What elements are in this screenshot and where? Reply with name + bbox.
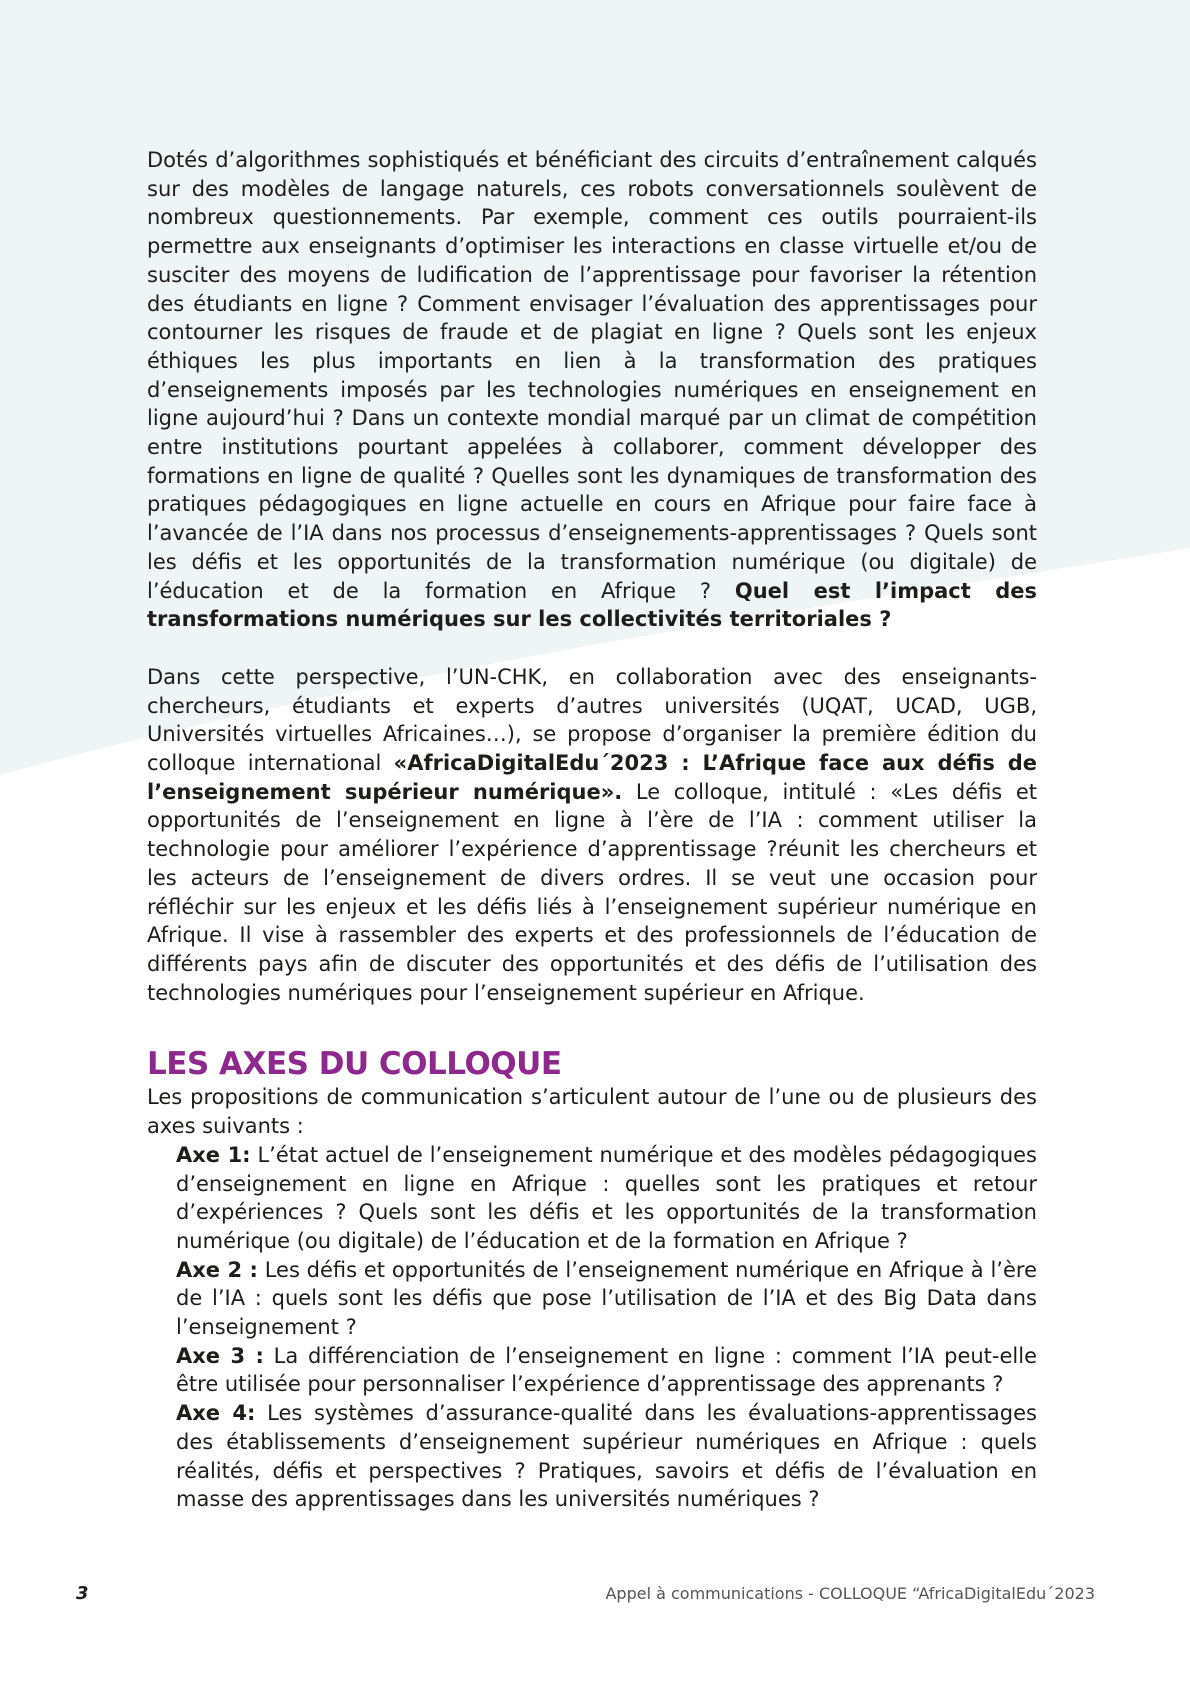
paragraph-perspective: [147, 663, 1037, 1007]
paragraph-perspective-text-b: Le colloque, intitulé : «Les défis et opportunités de l’enseignement en ligne à l’ère de l’IA : comment utiliser la technologie pour améliorer l’expérience d’apprentissage ?réunit les chercheurs et les acteurs de l’enseignement de divers ordres. Il se veut une occasion pour réfléchir sur les enjeux et les défis liés à l’enseignement supérieur numérique en Afrique. Il vise à rassembler des experts et des professionnels de l’éducation de différents pays afin de discuter des opportunités et des défis de l’utilisation des technologies numériques pour l’enseignement supérieur en Afrique.: [147, 779, 1037, 1005]
axe-item-4: [176, 1399, 1037, 1514]
axe-label: Axe 3 :: [176, 1343, 264, 1368]
paragraph-questions-bold: Quel est l’impact des transformations numériques sur les collectivités territoriales ?: [147, 578, 1037, 632]
running-footer-title: Appel à communications - COLLOQUE “AfricaDigitalEdu´2023: [605, 1584, 1095, 1603]
axes-heading: LES AXES DU COLLOQUE: [147, 1046, 562, 1083]
paragraph-questions-text: Dotés d’algorithmes sophistiqués et bénéficiant des circuits d’entraînement calqués sur des modèles de langage naturels, ces robots conversationnels soulèvent de nombreux questionnements. Par exemple, comment ces outils pourraient-ils permettre aux enseignants d’optimiser les interactions en classe virtuelle et/ou de susciter des moyens de ludification de l’apprentissage pour favoriser la rétention des étudiants en ligne ? Comment envisager l’évaluation des apprentissages pour contourner les risques de fraude et de plagiat en ligne ? Quels sont les enjeux éthiques les plus importants en lien à la transformation des pratiques d’enseignements imposés par les technologies numériques en enseignement en ligne aujourd’hui ? Dans un contexte mondial marqué par un climat de compétition entre institutions pourtant appelées à collaborer, comment développer des formations en ligne de qualité ? Quelles sont les dynamiques de transformation des pratiques pédagogiques en ligne actuelle en cours en Afrique pour faire face à l’avancée de l’IA dans nos processus d’enseignements-apprentissages ? Quels sont les défis et les opportunités de la transformation numérique (ou digitale) de l’éducation et de la formation en Afrique ?: [147, 148, 1037, 603]
axe-text: La différenciation de l’enseignement en ligne : comment l’IA peut-elle être utilisée pour personnaliser l’expérience d’apprentissage des apprenants ?: [176, 1343, 1037, 1397]
axe-text: Les défis et opportunités de l’enseignement numérique en Afrique à l’ère de l’IA : quels sont les défis que pose l’utilisation de l’IA et des Big Data dans l’enseignement ?: [176, 1257, 1037, 1340]
paragraph-perspective-text-a: Dans cette perspective, l’UN-CHK, en collaboration avec des enseignants-chercheurs, étudiants et experts d’autres universités (UQAT, UCAD, UGB, Universités virtuelles Africaines…), se propose d’organiser la première édition du colloque international: [147, 664, 1037, 776]
axe-label: Axe 1:: [176, 1142, 251, 1167]
axes-intro: Les propositions de communication s’articulent autour de l’une ou de plusieurs des axes suivants :: [147, 1085, 1037, 1139]
axe-text: L’état actuel de l’enseignement numérique et des modèles pédagogiques d’enseignement en ligne en Afrique : quelles sont les pratiques et retour d’expériences ? Quels sont les défis et les opportunités de la transformation numérique (ou digitale) de l’éducation et de la formation en Afrique ?: [176, 1142, 1037, 1253]
colloque-title-bold: «AfricaDigitalEdu´2023 : L’Afrique face aux défis de l’enseignement supérieur numérique».: [147, 751, 1037, 804]
axe-label: Axe 4:: [176, 1401, 256, 1426]
axes-list: [147, 1141, 1037, 1514]
axe-text: Les systèmes d’assurance-qualité dans les évaluations-apprentissages des établissements d’enseignement supérieur numériques en Afrique : quels réalités, défis et perspectives ? Pratiques, savoirs et défis de l’évaluation en masse des apprentissages dans les universités numériques ?: [176, 1401, 1037, 1512]
axe-item-2: [176, 1256, 1037, 1342]
axe-item-3: [176, 1342, 1037, 1399]
page-content: [147, 146, 1037, 1514]
page-number: 3: [76, 1583, 89, 1604]
axe-label: Axe 2 :: [176, 1257, 258, 1282]
page-footer: [0, 1583, 1190, 1613]
paragraph-questions: [147, 146, 1037, 634]
axe-item-1: [176, 1141, 1037, 1256]
